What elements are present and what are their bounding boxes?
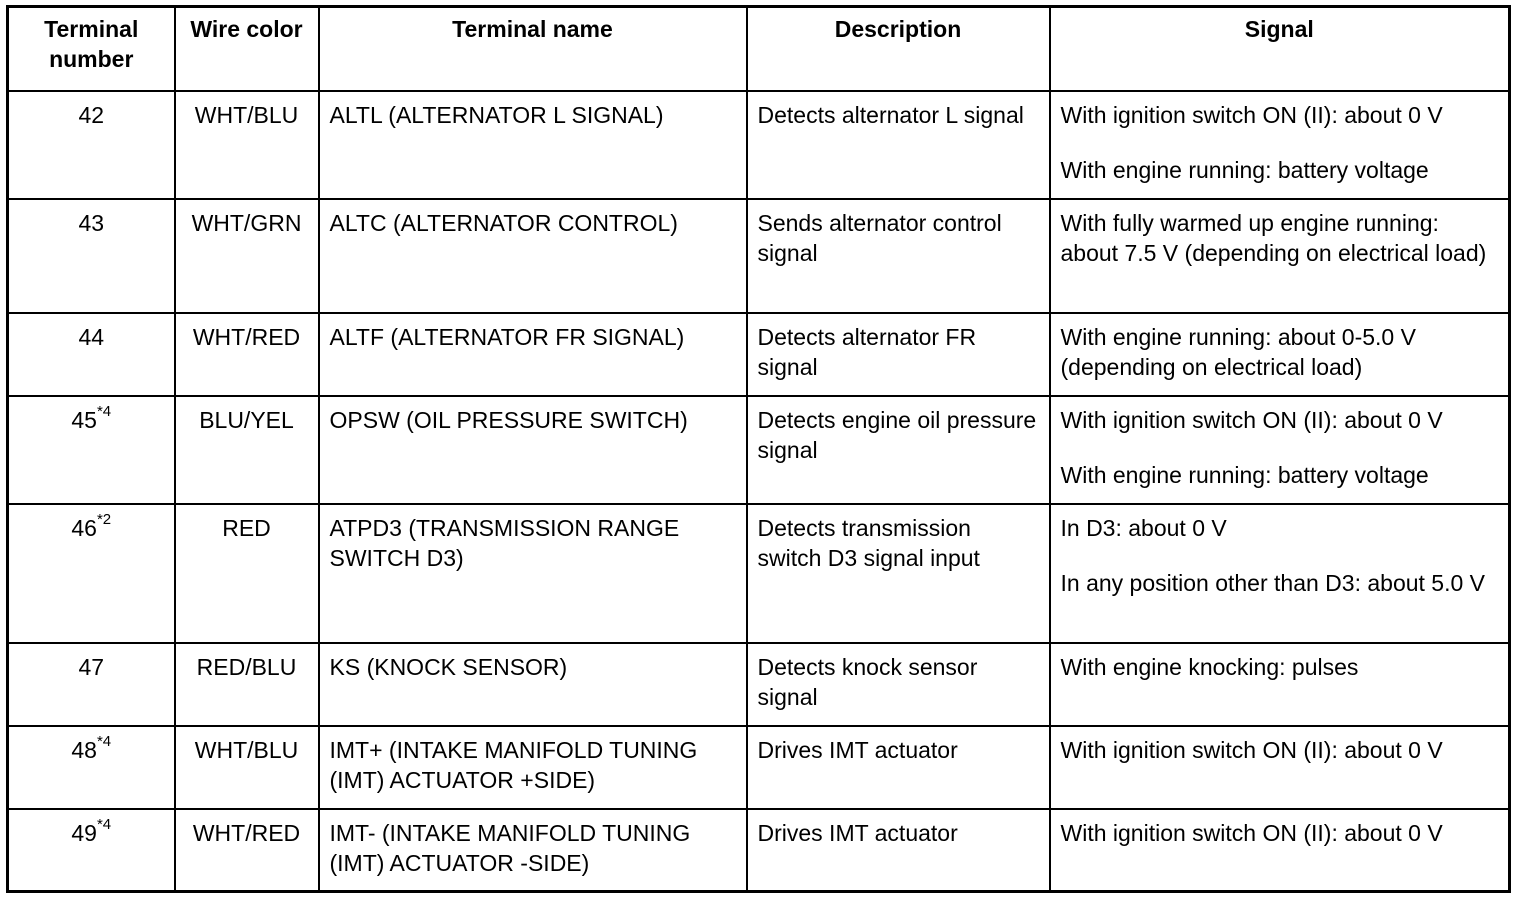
wire-color-cell: RED <box>175 504 319 643</box>
table-body <box>8 91 1510 892</box>
terminal-number: 42 <box>78 101 105 128</box>
wire-color-cell: WHT/RED <box>175 809 319 892</box>
wire-color-cell: WHT/GRN <box>175 199 319 313</box>
table-header <box>8 7 1510 91</box>
table-row <box>8 726 1510 809</box>
signal-line: With engine running: about 0-5.0 V (depending on electrical load) <box>1060 323 1416 380</box>
terminal-number: 48 <box>71 736 97 763</box>
description-cell: Drives IMT actuator <box>747 809 1050 892</box>
terminal-name-cell: KS (KNOCK SENSOR) <box>319 643 747 726</box>
description-cell: Drives IMT actuator <box>747 726 1050 809</box>
signal-line: With engine running: battery voltage <box>1060 461 1429 488</box>
terminal-name-cell: OPSW (OIL PRESSURE SWITCH) <box>319 396 747 504</box>
signal-cell <box>1050 91 1510 199</box>
description-cell: Detects alternator FR signal <box>747 313 1050 396</box>
description-cell: Detects knock sensor signal <box>747 643 1050 726</box>
terminal-name-cell: ALTC (ALTERNATOR CONTROL) <box>319 199 747 313</box>
terminal-name-cell: ALTF (ALTERNATOR FR SIGNAL) <box>319 313 747 396</box>
signal-line: With engine knocking: pulses <box>1060 653 1359 680</box>
terminal-note: *2 <box>96 510 112 528</box>
signal-cell <box>1050 199 1510 313</box>
signal-line: With fully warmed up engine running: about 7.5 V (depending on electrical load) <box>1060 209 1487 266</box>
table-row <box>8 199 1510 313</box>
signal-cell <box>1050 396 1510 504</box>
signal-line: With ignition switch ON (II): about 0 V <box>1060 101 1443 128</box>
table-row <box>8 91 1510 199</box>
terminal-number-cell <box>8 809 175 892</box>
wire-color-cell: RED/BLU <box>175 643 319 726</box>
terminal-number: 45 <box>71 406 97 433</box>
terminal-number-cell <box>8 643 175 726</box>
description-cell: Detects transmission switch D3 signal input <box>747 504 1050 643</box>
signal-cell <box>1050 313 1510 396</box>
terminal-number-cell <box>8 504 175 643</box>
wire-color-cell: BLU/YEL <box>175 396 319 504</box>
terminal-number-cell <box>8 199 175 313</box>
terminal-number: 49 <box>71 819 97 846</box>
description-cell: Sends alternator control signal <box>747 199 1050 313</box>
terminal-number: 46 <box>71 514 97 541</box>
wire-color-cell: WHT/BLU <box>175 726 319 809</box>
table-row <box>8 313 1510 396</box>
signal-cell <box>1050 643 1510 726</box>
signal-line: With ignition switch ON (II): about 0 V <box>1060 406 1443 433</box>
terminal-name-cell: IMT- (INTAKE MANIFOLD TUNING (IMT) ACTUATOR -SIDE) <box>319 809 747 892</box>
table-row <box>8 809 1510 892</box>
terminal-number-cell <box>8 313 175 396</box>
terminal-number-cell <box>8 91 175 199</box>
terminal-number-cell <box>8 726 175 809</box>
signal-cell <box>1050 809 1510 892</box>
terminal-number-cell <box>8 396 175 504</box>
signal-cell <box>1050 726 1510 809</box>
signal-line: In D3: about 0 V <box>1060 514 1227 541</box>
terminal-name-cell: ATPD3 (TRANSMISSION RANGE SWITCH D3) <box>319 504 747 643</box>
header-description: Description <box>747 7 1050 91</box>
description-cell: Detects engine oil pressure signal <box>747 396 1050 504</box>
header-row <box>8 7 1510 91</box>
wire-color-cell: WHT/RED <box>175 313 319 396</box>
header-terminal-number: Terminal number <box>8 7 175 91</box>
signal-line: With ignition switch ON (II): about 0 V <box>1060 736 1443 763</box>
signal-line: With ignition switch ON (II): about 0 V <box>1060 819 1443 846</box>
terminal-note: *4 <box>96 402 112 420</box>
header-signal: Signal <box>1050 7 1510 91</box>
table-row <box>8 504 1510 643</box>
terminal-number: 47 <box>78 653 105 680</box>
wire-color-cell: WHT/BLU <box>175 91 319 199</box>
header-terminal-name: Terminal name <box>319 7 747 91</box>
terminal-number: 44 <box>78 323 105 350</box>
table-row <box>8 396 1510 504</box>
header-wire-color: Wire color <box>175 7 319 91</box>
signal-line: With engine running: battery voltage <box>1060 156 1429 183</box>
terminal-table <box>6 5 1511 893</box>
terminal-name-cell: IMT+ (INTAKE MANIFOLD TUNING (IMT) ACTUATOR +SIDE) <box>319 726 747 809</box>
terminal-number: 43 <box>78 209 105 236</box>
terminal-note: *4 <box>96 815 112 833</box>
description-cell: Detects alternator L signal <box>747 91 1050 199</box>
table-row <box>8 643 1510 726</box>
terminal-name-cell: ALTL (ALTERNATOR L SIGNAL) <box>319 91 747 199</box>
signal-line: In any position other than D3: about 5.0 V <box>1060 569 1486 596</box>
terminal-note: *4 <box>96 732 112 750</box>
signal-cell <box>1050 504 1510 643</box>
